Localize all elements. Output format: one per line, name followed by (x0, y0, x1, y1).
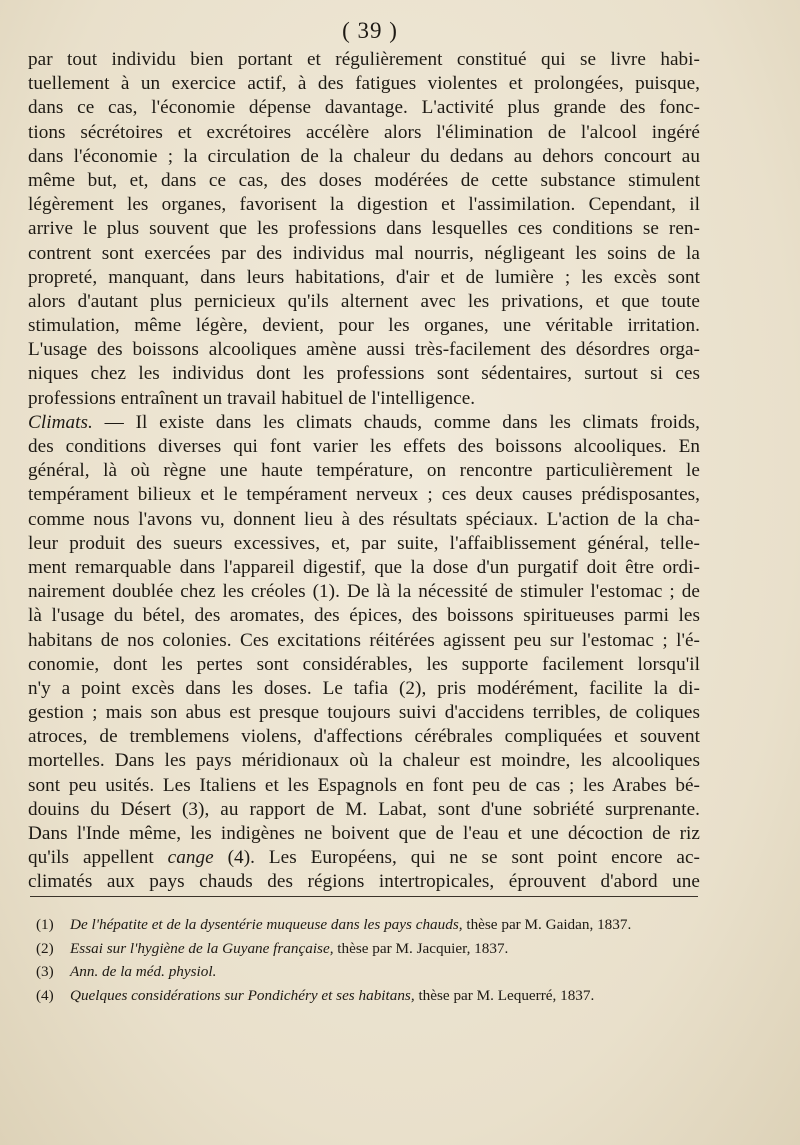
text-line: tempérament bilieux et le tempérament nerveux ; ces deux causes prédisposantes, (28, 484, 700, 506)
footnote (36, 937, 716, 961)
footnote-title: Ann. de la méd. physiol. (70, 963, 217, 980)
text-line: alors d'autant plus pernicieux qu'ils alternent avec les privations, et que toute (28, 290, 700, 312)
text-line: climatés aux pays chauds des régions intertropicales, éprouvent d'abord une (28, 871, 700, 893)
text-line: légèrement les organes, favorisent la digestion et l'assimilation. Cependant, il (28, 194, 700, 216)
text-line: tions sécrétoires et excrétoires accélère alors l'élimination de l'alcool ingéré (28, 121, 700, 143)
footnote-text: thèse par M. Jacquier, 1837. (333, 939, 509, 957)
text-line: atroces, de tremblemens violens, d'affections cérébrales compliquées et souvent (28, 726, 700, 748)
text-line: là l'usage du bétel, des aromates, des épices, des boissons spiritueuses parmi les (28, 605, 700, 627)
footnote-title: Essai sur l'hygiène de la Guyane française, (70, 939, 334, 957)
text-line: n'y a point excès dans les doses. Le tafia (2), pris modérément, facilite la di- (28, 677, 700, 699)
text-line: par tout individu bien portant et régulièrement constitué qui se livre habi- (28, 49, 700, 70)
text-line: dans l'économie ; la circulation de la chaleur du dedans au dehors concourt au (28, 145, 700, 167)
text-line: Dans l'Inde même, les indigènes ne boivent que de l'eau et une décoction de riz (28, 823, 700, 844)
footnote-mark: (3) (36, 963, 54, 980)
text-line: dans ce cas, l'économie dépense davantage. L'activité plus grande des fonc- (28, 97, 700, 119)
text-line: douins du Désert (3), au rapport de M. Labat, sont d'une sobriété surprenante. (28, 798, 700, 820)
text-line: propreté, manquant, dans leurs habitations, d'air et de lumière ; les excès sont (28, 266, 700, 288)
term-cange: cange (167, 847, 214, 869)
main-text (28, 48, 700, 895)
footnotes (36, 913, 716, 1007)
footnote-title: Quelques considérations sur Pondichéry et ses habitans, (70, 986, 415, 1004)
section-label-climats: Climats. (28, 411, 93, 433)
climats-line (28, 411, 700, 435)
cange-line-start: qu'ils appellent (28, 847, 168, 869)
footnote (36, 913, 716, 937)
text-line: général, là où règne une haute température, on rencontre particulièrement le (28, 460, 700, 482)
page-number: ( 39 ) (342, 18, 398, 43)
text-line: habitans de nos colonies. Ces excitations réitérées agissent peu sur l'estomac ; l'é- (28, 629, 700, 651)
text-line: arrive le plus souvent que les professions dans lesquelles ces conditions se ren- (28, 218, 700, 240)
text-line: ment remarquable dans l'appareil digestif, que la dose d'un purgatif doit être ordi- (28, 556, 700, 578)
footnote-title: De l'hépatite et de la dysentérie muqueuse dans les pays chauds, (70, 916, 463, 933)
text-line: des conditions diverses qui font varier les effets des boissons alcooliques. En (28, 436, 700, 457)
footnote-mark: (2) (36, 939, 54, 957)
footnote-text: thèse par M. Gaidan, 1837. (462, 916, 632, 933)
text-line: gestion ; mais son abus est presque toujours suivi d'accidens terribles, de coliques (28, 702, 700, 724)
text-line: sont peu usités. Les Italiens et les Espagnols en font peu de cas ; les Arabes bé- (28, 774, 700, 796)
text-line: comme nous l'avons vu, donnent lieu à des résultats spéciaux. L'action de la cha- (28, 508, 700, 530)
footnote (36, 984, 716, 1008)
text-line: même but, et, dans ce cas, des doses modérées de cette substance stimulent (28, 169, 700, 191)
footnote-mark: (1) (36, 916, 54, 933)
cange-line (28, 846, 700, 870)
text-line: contrent sont exercées par des individus mal nourris, négligeant les soins de la (28, 242, 700, 264)
text-line: leur produit des sueurs excessives, et, par suite, l'affaiblissement général, telle- (28, 532, 700, 554)
text-line: stimulation, même légère, devient, pour les organes, une véritable irritation. (28, 315, 700, 337)
text-line: L'usage des boissons alcooliques amène aussi très-facilement des désordres orga- (28, 339, 700, 361)
text-line: niques chez les individus dont les professions sont sédentaires, surtout si ces (28, 363, 700, 385)
footnote (36, 960, 716, 984)
footnote-mark: (4) (36, 986, 54, 1004)
text-line: tuellement à un exercice actif, à des fatigues violentes et prolongées, puisque, (28, 73, 700, 95)
climats-line-text: — Il existe dans les climats chauds, comme dans les climats froids, (92, 411, 700, 433)
text-line: mortelles. Dans les pays méridionaux où la chaleur est moindre, les alcooliques (28, 750, 700, 772)
footnote-text: thèse par M. Lequerré, 1837. (414, 986, 595, 1004)
footnote-divider (30, 896, 698, 897)
text-line: nairement doublée chez les créoles (1). De là la nécessité de stimuler l'estomac ; de (28, 581, 700, 603)
text-line: professions entraînent un travail habituel de l'intelligence. (28, 387, 476, 409)
text-line: conomie, dont les pertes sont considérables, les supporte facilement lorsqu'il (28, 653, 700, 675)
cange-line-end: (4). Les Européens, qui ne se sont point encore ac- (213, 847, 700, 869)
